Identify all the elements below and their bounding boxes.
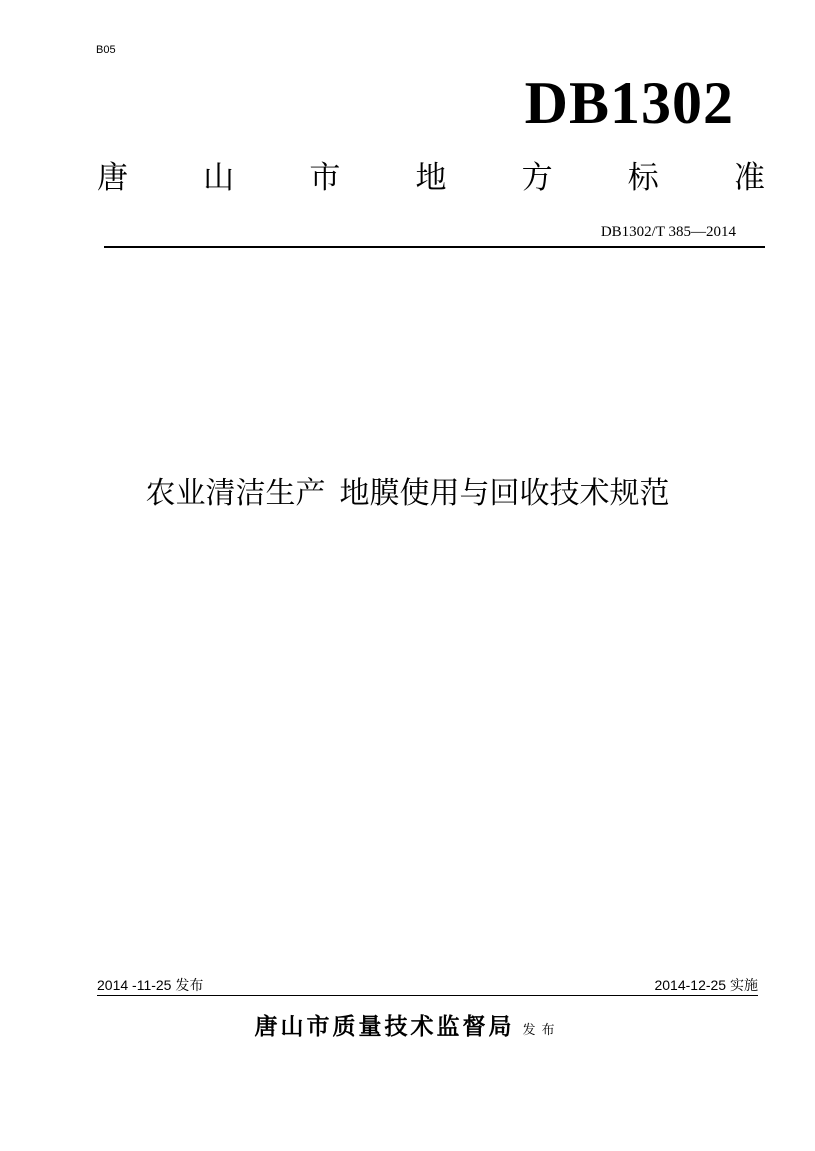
standard-type-char: 准 xyxy=(733,160,765,196)
standard-type-char: 标 xyxy=(627,160,659,196)
issue-date: 2014 -11-25 发布 xyxy=(97,977,204,993)
document-title-part2: 地膜使用与回收技术规范 xyxy=(339,476,670,511)
classification-code: B05 xyxy=(96,44,116,56)
standard-type-char: 方 xyxy=(521,160,553,196)
issuer-line xyxy=(0,1010,815,1048)
document-title-part1: 农业清洁生产 xyxy=(145,476,326,511)
issuing-authority: 唐山市质量技术监督局 xyxy=(254,1014,515,1040)
footer-divider xyxy=(97,995,758,996)
effective-date: 2014-12-25 实施 xyxy=(654,977,758,993)
standard-code-logo: DB1302 xyxy=(524,70,734,136)
header-divider xyxy=(104,246,765,248)
standard-type-char: 唐 xyxy=(97,160,128,196)
issue-label: 发布 xyxy=(522,1023,561,1038)
document-title xyxy=(0,474,815,514)
standard-number: DB1302/T 385—2014 xyxy=(600,224,736,240)
standard-type-char: 山 xyxy=(203,160,235,196)
standard-type-heading xyxy=(97,158,765,198)
standard-type-char: 市 xyxy=(309,160,341,196)
standard-type-char: 地 xyxy=(415,160,447,196)
